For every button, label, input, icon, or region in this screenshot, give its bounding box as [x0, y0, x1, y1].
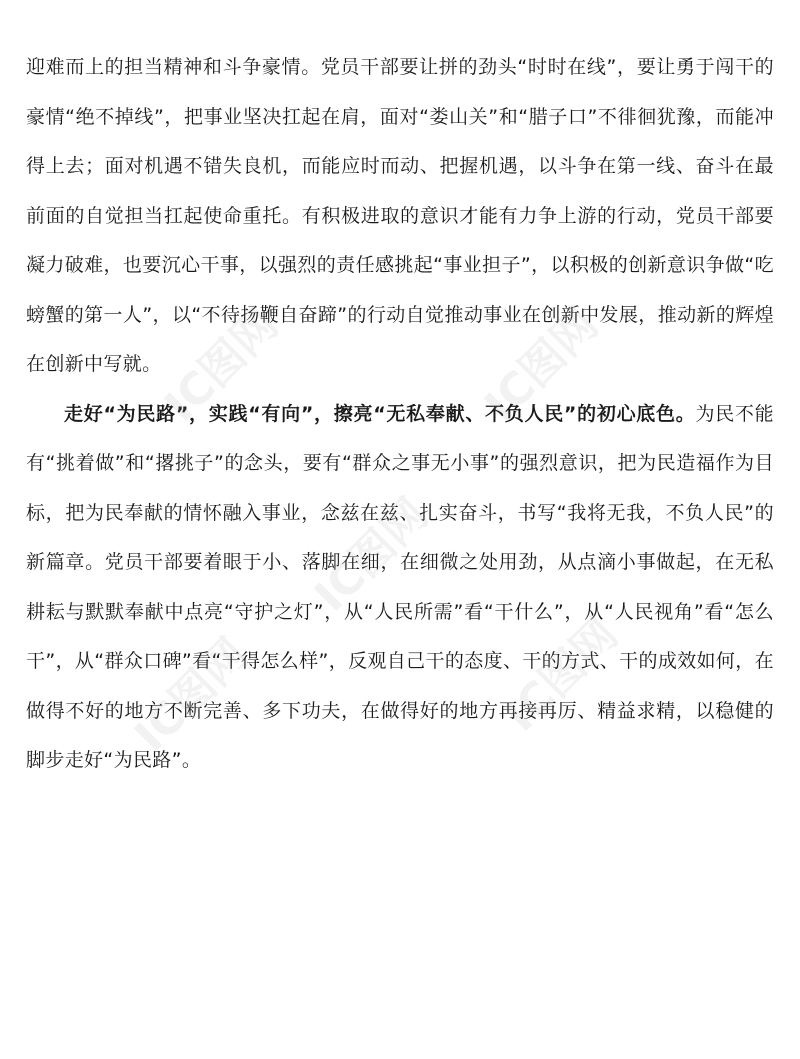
paragraph-2	[26, 390, 774, 786]
watermark: IC图网	[495, 608, 628, 742]
watermark: IC图网	[305, 488, 438, 622]
paragraph-1-text: 迎难而上的担当精神和斗争豪情。党员干部要让拼的劲头“时时在线”，要让勇于闯干的豪情“绝不掉线”，把事业坚决扛起在肩，面对“娄山关”和“腊子口”不徘徊犹豫，而能冲得上去；面对机遇不错失良机，而能应时而动、把握机遇，以斗争在第一线、奋斗在最前面的自觉担当扛起使命重托。有积极进取的意识才能有力争上游的行动，党员干部要凝力破难，也要沉心干事，以强烈的责任感挑起“事业担子”，以积极的创新意识争做“吃螃蟹的第一人”，以“不待扬鞭自奋蹄”的行动自觉推动事业在创新中发展，推动新的辉煌在创新中写就。	[26, 56, 774, 375]
paragraph-2-text: 为民不能有“挑着做”和“撂挑子”的念头，要有“群众之事无小事”的强烈意识，把为民造福作为目标，把为民奉献的情怀融入事业，念兹在兹、扎实奋斗，书写“我将无我，不负人民”的新篇章。党员干部要着眼于小、落脚在细，在细微之处用劲，从点滴小事做起，在无私耕耘与默默奉献中点亮“守护之灯”，从“人民所需”看“干什么”，从“人民视角”看“怎么干”，从“群众口碑”看“干得怎么样”，反观自己干的态度、干的方式、干的成效如何，在做得不好的地方不断完善、多下功夫，在做得好的地方再接再厉、精益求精，以稳健的脚步走好“为民路”。	[26, 402, 775, 771]
watermark: IC图网	[155, 298, 288, 432]
watermark: IC图网	[125, 628, 258, 762]
paragraph-1	[26, 43, 774, 390]
paragraph-2-lead: 走好“为民路”，实践“有向”，擦亮“无私奉献、不负人民”的初心底色。	[64, 402, 696, 425]
watermark: IC图网	[475, 298, 608, 432]
